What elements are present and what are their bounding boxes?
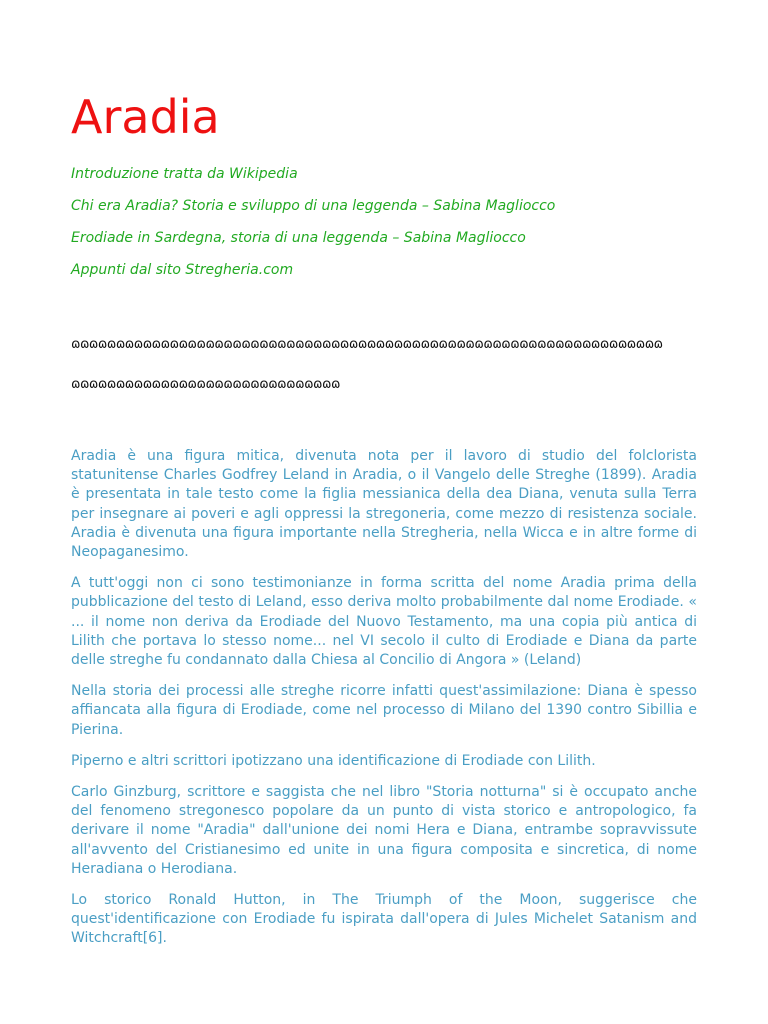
paragraph-intro: Aradia è una figura mitica, divenuta nota per il lavoro di studio del folclorista statunitense Charles Godfrey Leland in Aradia, o il Vangelo delle Streghe (1899). Aradia è presentata in tale testo come la figlia messianica della dea Diana, venuta sulla Terra per insegnare ai poveri e agli oppressi la stregoneria, come mezzo di resistenza sociale. Aradia è divenuta una figura importante nella Stregheria, nella Wicca e in altre forme di Neopaganesimo.	[71, 448, 697, 561]
toc-item-wikipedia: Introduzione tratta da Wikipedia	[71, 166, 298, 182]
paragraph-witch-trials: Nella storia dei processi alle streghe ricorre infatti quest'assimilazione: Diana è spesso affiancata alla figura di Erodiade, come nel processo di Milano del 1390 contro Sibillia e Pierina.	[71, 683, 697, 738]
paragraph-ginzburg: Carlo Ginzburg, scrittore e saggista che nel libro "Storia notturna" si è occupato anche del fenomeno stregonesco popolare da un punto di vista storico e antropologico, fa derivare il nome "Aradia" dall'unione dei nomi Hera e Diana, entrambe sopravvissute all'avvento del Cristianesimo ed unite in una figura composita e sincretica, di nome Heradiana o Herodiana.	[71, 784, 697, 877]
ornamental-divider-line-2: ɷɷɷɷɷɷɷɷɷɷɷɷɷɷɷɷɷɷɷɷɷɷɷɷɷɷɷɷɷɷ	[71, 377, 340, 392]
toc-item-stregheria: Appunti dal sito Stregheria.com	[71, 262, 294, 278]
paragraph-hutton: Lo storico Ronald Hutton, in The Triumph of the Moon, suggerisce che quest'identificazione con Erodiade fu ispirata dall'opera di Jules Michelet Satanism and Witchcraft[6].	[71, 892, 697, 947]
ornamental-divider-line-1: ɷɷɷɷɷɷɷɷɷɷɷɷɷɷɷɷɷɷɷɷɷɷɷɷɷɷɷɷɷɷɷɷɷɷɷɷɷɷɷɷɷɷɷɷɷɷɷɷɷɷɷɷɷɷɷɷɷɷɷɷɷɷɷɷɷɷ	[71, 337, 663, 352]
paragraph-origin-name: A tutt'oggi non ci sono testimonianze in forma scritta del nome Aradia prima della pubblicazione del testo di Leland, esso deriva molto probabilmente dal nome Erodiade. « ... il nome non deriva da Erodiade del Nuovo Testamento, ma una copia più antica di Lilith che portava lo stesso nome... nel VI secolo il culto di Erodiade e Diana da parte delle streghe fu condannato dalla Chiesa al Concilio di Angora » (Leland)	[71, 575, 697, 669]
table-of-contents	[71, 164, 555, 292]
toc-item-erodiade-sardegna: Erodiade in Sardegna, storia di una leggenda – Sabina Magliocco	[71, 230, 526, 246]
page-title: Aradia	[71, 90, 220, 144]
article-body	[71, 447, 697, 961]
paragraph-piperno: Piperno e altri scrittori ipotizzano una identificazione di Erodiade con Lilith.	[71, 752, 596, 769]
toc-item-storia-sviluppo: Chi era Aradia? Storia e sviluppo di una leggenda – Sabina Magliocco	[71, 198, 556, 214]
